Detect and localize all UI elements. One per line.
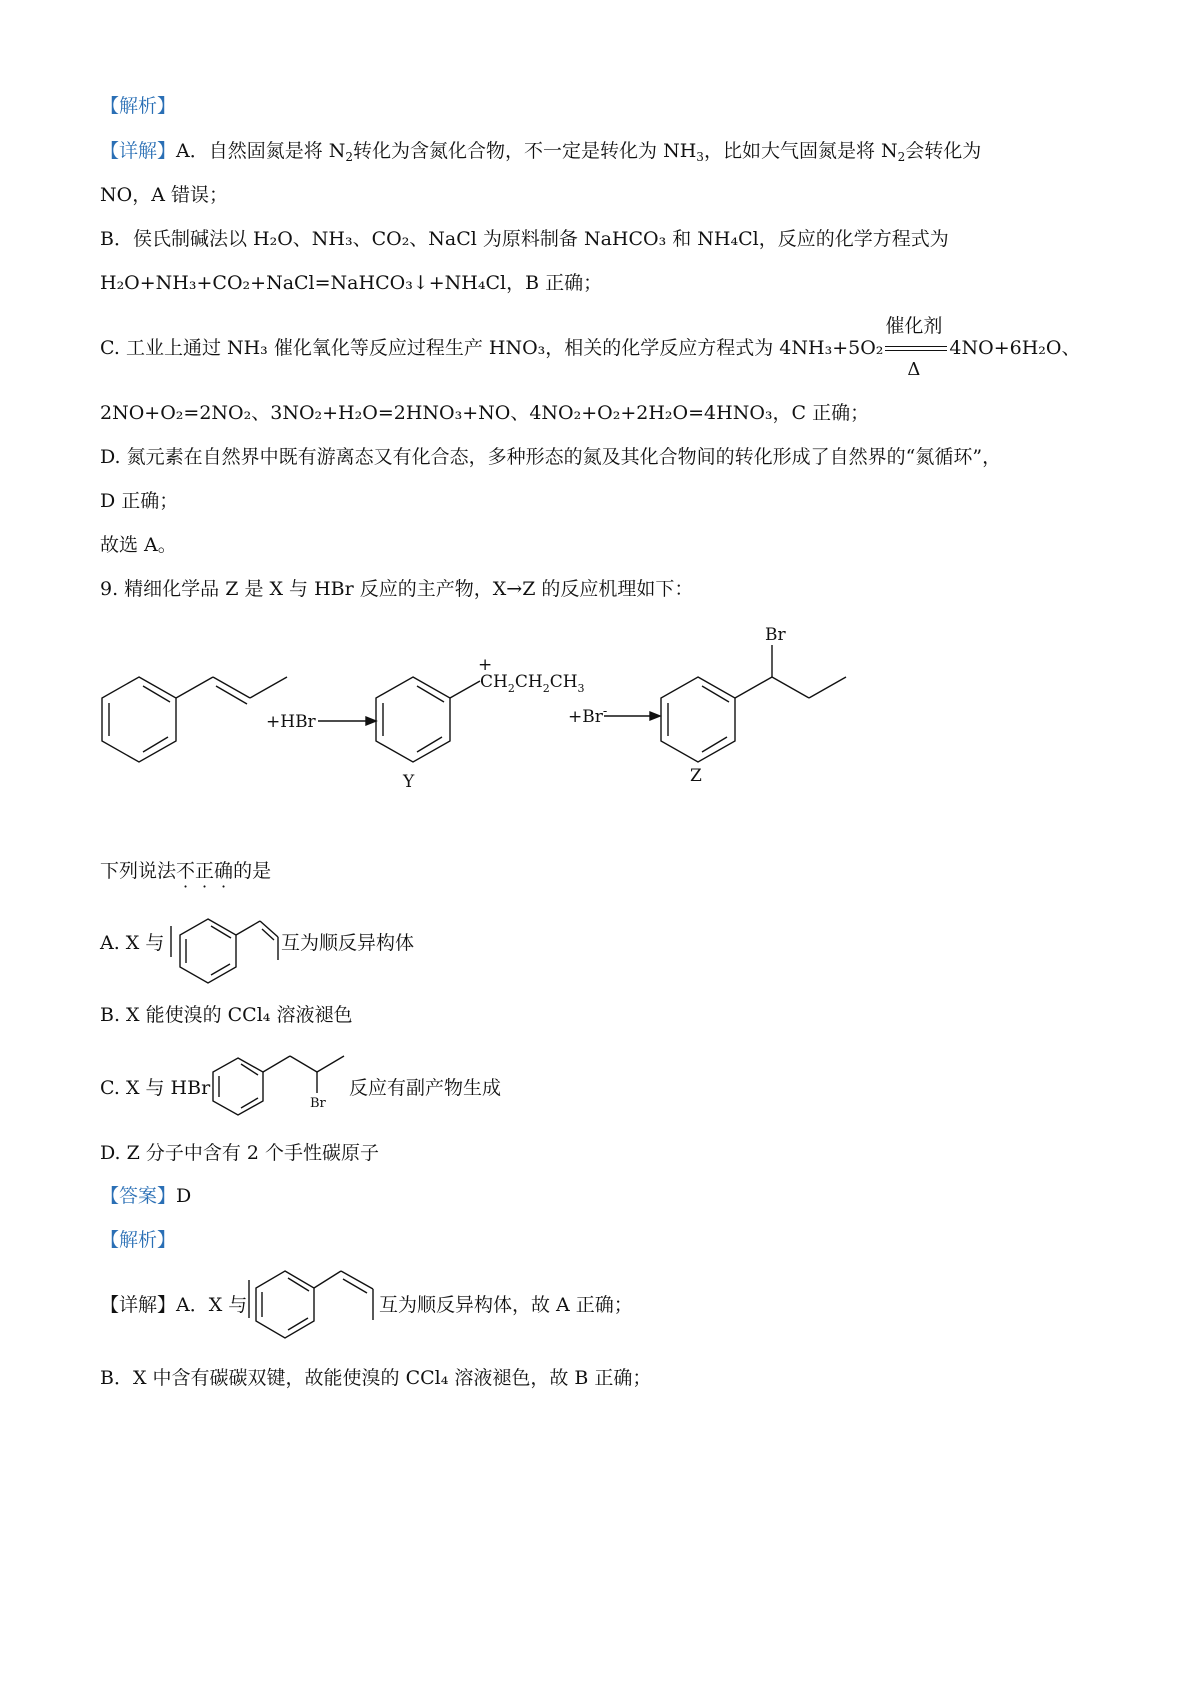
q8-option-a-line1: 【详解】A．自然固氮是将 $N_2$转化为含氮化合物，不一定是转化为 $NH_3$，比如大气固氮是将 $N_2$会转化为 [100,140,982,164]
q8-option-c-line1: C. 工业上通过 NH₃ 催化氧化等反应过程生产 HNO₃，相关的化学反应方程式为 4NH₃+5O₂ 催化剂 Δ 4NO+6H₂O、 [100,335,1080,361]
q9-option-d: D. Z 分子中含有 2 个手性碳原子 [100,1142,380,1164]
q8-option-c-line2: 2NO+O₂=2NO₂、3NO₂+H₂O=2HNO₃+NO、4NO₂+O₂+2H₂O=4HNO₃，C 正确； [100,402,870,424]
answer-tag: 【答案】 [100,1185,177,1207]
intermediate-y [376,677,480,762]
answer-line [100,1183,191,1209]
q8-option-a-line2: NO，A 错误； [100,184,228,206]
q9-prompt: 下列说法不正确的是 [100,860,272,882]
label-y: Y [403,772,415,792]
label-z: Z [690,766,702,786]
molecule-x [102,677,287,762]
q9-option-a-tail: 互为顺反异构体 [281,932,415,954]
q8-option-b-line1: B．侯氏制碱法以 H₂O、NH₃、CO₂、NaCl 为原料制备 NaHCO₃ 和 NH₄Cl，反应的化学方程式为 [100,228,949,250]
q8-option-d-line2: D 正确； [100,490,179,512]
q8-option-d-line1: D. 氮元素在自然界中既有游离态又有化合态，多种形态的氮及其化合物间的转化形成了自然界的“氮循环”， [100,446,1002,468]
detail-a-structure [249,1271,373,1338]
positive-charge: + [478,655,493,675]
option-c-bromine: Br [310,1096,326,1111]
option-a-structure [171,919,278,983]
reagent-hbr: +HBr [266,712,316,732]
q8-option-b-line2: H₂O+NH₃+CO₂+NaCl=NaHCO₃↓+NH₄Cl，B 正确； [100,272,603,294]
answer-value: D [176,1185,192,1207]
arrow-1 [318,717,376,725]
q9-option-c-tail: 反应有副产物生成 [349,1077,502,1099]
q9-stem: 9. 精细化学品 Z 是 X 与 HBr 反应的主产物，X→Z 的反应机理如下： [100,578,694,600]
q8-conclusion: 故选 A。 [100,534,177,556]
q9-option-c: C. X 与 HBr [100,1077,211,1099]
analysis-label: 【解析】 [100,95,177,117]
q9-option-a: A. X 与 [100,932,165,954]
catalyst-label: 催化剂 [885,315,943,337]
bromine-label: Br [765,625,786,645]
q9-option-b: B. X 能使溴的 CCl₄ 溶液褪色 [100,1004,353,1026]
detail-a-tail: 互为顺反异构体，故 A 正确； [379,1294,633,1316]
arrow-2 [604,712,660,720]
heat-symbol: Δ [907,359,921,380]
detail-tag: 【详解】 [100,140,177,162]
product-z [661,645,846,762]
detail-b: B．X 中含有碳碳双键，故能使溴的 CCl₄ 溶液褪色，故 B 正确； [100,1367,652,1389]
carbocation-formula: $CH_2CH_2CH_3$ [480,672,585,695]
analysis-label-2: 【解析】 [100,1229,177,1251]
reagent-bromide: +Br- [568,704,608,727]
detail-a: 【详解】A．X 与 [100,1294,248,1316]
